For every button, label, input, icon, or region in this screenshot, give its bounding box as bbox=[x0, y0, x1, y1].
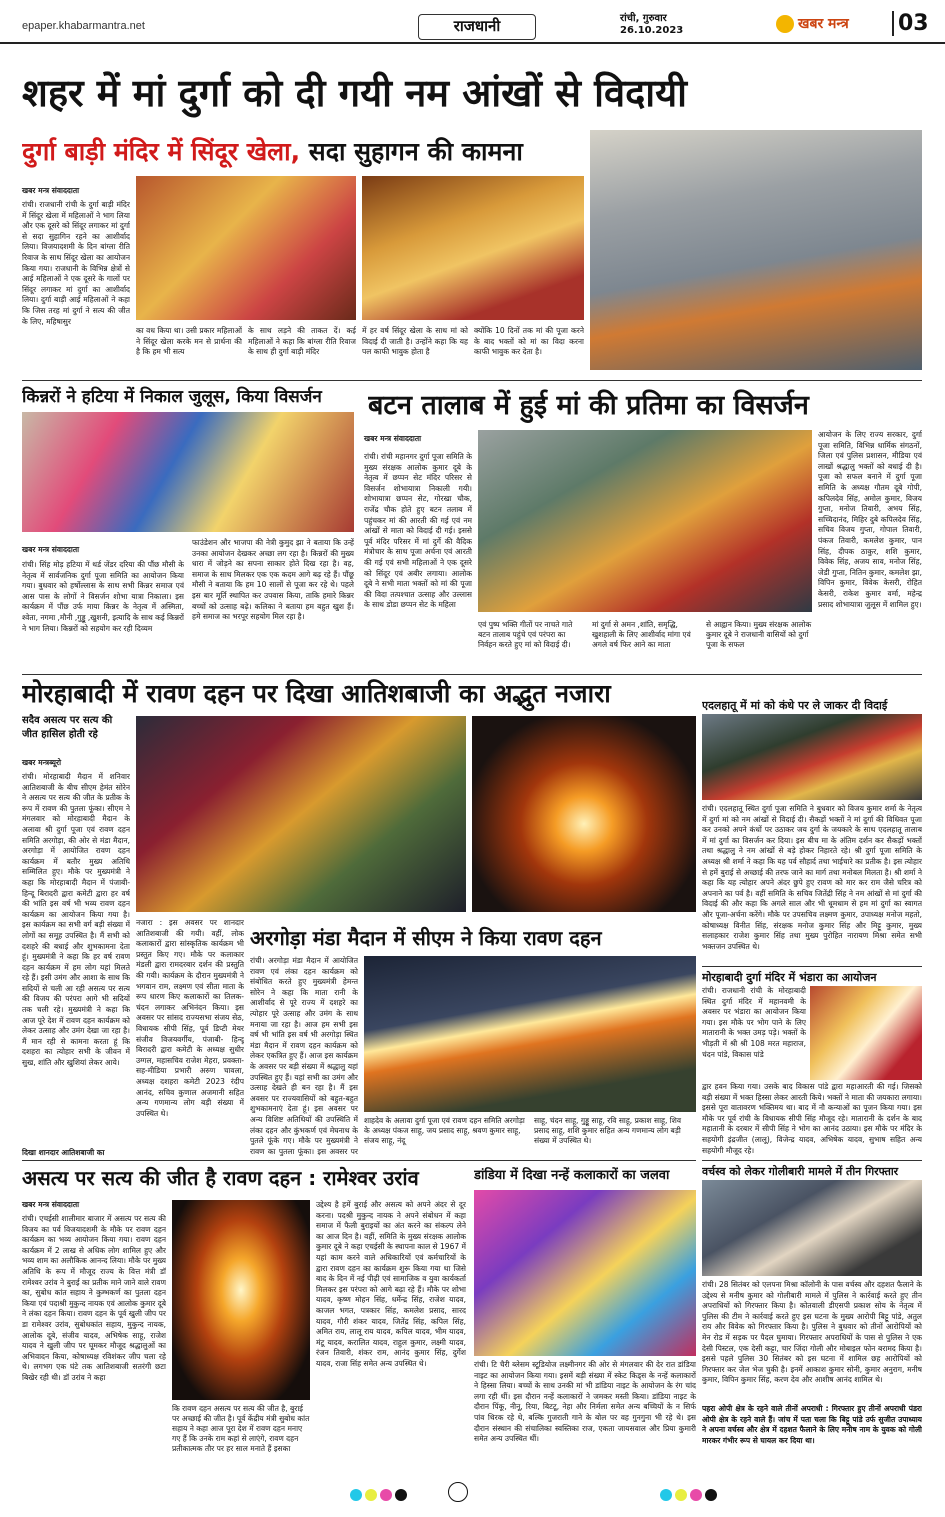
main-col2: का वध किया था। उसी प्रकार महिलाओं ने सिंदूर खेला करके मन से प्रार्थना की है कि हम भी सत्य bbox=[136, 326, 242, 357]
divider bbox=[22, 380, 922, 381]
city-day: रांची, गुरुवार bbox=[620, 13, 667, 24]
color-marks-left bbox=[350, 1486, 410, 1505]
subhead-red: दुर्गा बाड़ी मंदिर में सिंदूर खेला, bbox=[22, 137, 301, 166]
kinnar-byline: खबर मन्त्र संवाददाता bbox=[22, 545, 80, 554]
sindoor-photo-2 bbox=[362, 176, 584, 320]
main-byline: खबर मन्त्र संवाददाता bbox=[22, 186, 80, 195]
argora-headline: अरगोड़ा मंडा मैदान में सीएम ने किया रावण दहन bbox=[250, 926, 602, 950]
batan-headline: बटन तालाब में हुई मां की प्रतिमा का विसर्जन bbox=[368, 390, 809, 421]
asatya-headline: असत्य पर सत्य की जीत है रावण दहन : रामेश्वर उरांव bbox=[22, 1166, 419, 1190]
argora-caption1: शाहदेव के अलावा दुर्गा पूजा एवं रावण दहन समिति अरगोड़ा के अध्यक्ष पंकज साहू, जय प्रसाद साहू, श्रवण कुमार साहू, संजय साहू, नंदू bbox=[364, 1116, 525, 1145]
fireworks-photo bbox=[472, 716, 696, 912]
divider bbox=[702, 966, 922, 967]
issue-date: 26.10.2023 bbox=[620, 25, 684, 36]
argora-photo bbox=[364, 956, 696, 1112]
batan-photo bbox=[478, 430, 812, 612]
kinnar-photo bbox=[22, 412, 354, 532]
batan-body: रांची। रांची महानगर दुर्गा पूजा समिति के मुख्य संरक्षक आलोक कुमार दूबे के नेतृत्व में छप्पन सेट मंदिर परिसर से विसर्जन शोभायात्रा निकाली गयी। शोभायात्रा छप्पन सेट, गोरखा चौक, राजेंद्र चौक होते हुए बटन तलाब में पहुंचकर मां की आरती की गई एवं नम आंखों से माता को विदाई दी गई। इससे पूर्व मंदिर परिसर में मां दुर्गे की वैदिक मंत्रोचार के साथ पूजा अर्चना एवं आरती की गई एवं सभी महिलाओं ने एक दूसरे को सिंदूर एवं अबीर लगाया। आलोक दूबे ने सभी माता भक्तों को मां की पूजा की विदा तत्पश्चात उत्साह और उल्लास के साथ डोडा छप्पन सेट के महिला bbox=[364, 452, 472, 610]
registration-mark-icon bbox=[448, 1482, 468, 1502]
divider bbox=[702, 1160, 922, 1161]
sidebar-head-1: एदलहातू में मां को कंधे पर ले जाकर दी विदाई bbox=[702, 699, 888, 712]
immersion-photo bbox=[590, 130, 922, 370]
asatya-col1: रांची। एचईसी शालीमार बाजार में असत्य पर सत्य की विजय का पर्व विजयादशमी के मौके पर रावण दहन कार्यक्रम का भव्य आयोजन किया गया। रावण दहन कार्यक्रम में 2 लाख से अधिक लोग शामिल हुए और भव्य शाम का अलौकिक आनन्द लिया। मौके पर मुख्य अतिथि के रूप में मौजूद राज्य के वित्त मंत्री डॉ रामेश्वर उरांव ने बुराई का प्रतीक माने जाने वाले रावण का, सुबोध कांत सहाय ने कुम्भकर्ण का पुतला दहन किया एवं पदाश्री मुकुन्द नायक एवं आलोक कुमार दूबे ने लंका दहन किया। रावण दहन के पूर्व खुली जीप पर डा रामेश्वर उरांव, सुबोधकांत सहाय, मुकुन्द नायक, आलोक दूबे, संजीव यादव, अभिषेक साहू, राजेश यादव ने खुली जीप पर घूमकर मौजूद श्रद्धालुओं का अभिवादन किया, कोषाध्यक्ष रविशंकर जीप चला रहे थे। लगभग एक घंटे तक आतिशबाजी सतरंगी छटा बिखेर रही थी। डॉ उरांव ने कहा bbox=[22, 1214, 166, 1382]
main-col3: के साथ लड़ने की ताकत दें। कई महिलाओं ने कहा कि बांग्ला रीति रिवाज के साथ ही दुर्गा बाड़ी मंदिर bbox=[248, 326, 356, 357]
arrest-photo bbox=[702, 1180, 922, 1276]
morhabadi-headline: मोरहाबादी में रावण दहन पर दिखा आतिशबाजी का अद्भुत नजारा bbox=[22, 679, 611, 708]
morhabadi-sidehead: सदैव असत्य पर सत्य की जीत हासिल होती रहे bbox=[22, 715, 113, 740]
ravan-dahan-photo bbox=[172, 1200, 310, 1400]
sidebar-body-2a: रांची। राजधानी रांची के मोरहाबादी स्थित दुर्गा मंदिर में महानवमी के अवसर पर भंडारा का आयोजन किया गया। इस मौके पर भोग पाने के लिए मातारानी के भक्त उमड़ पड़े। भक्तों के भीड़ती में श्री श्री 108 मरत महाराज, चंदन पांडे, विकास पांडे bbox=[702, 986, 806, 1059]
sidebar-body-2b: द्वार हवन किया गया। उसके बाद विकास पांडे द्वारा महाआरती की गई। जिसको बड़ी संख्या में भक्त हिस्सा लेकर आरती किये। भक्तों ने माता की जयकारा लगाया। इससे पूरा वातावरण भक्तिमय था। बाद में नौ कन्याओं का पूजन किया गया। इस मौके पर पूर्व रांची के विधायक सीपी सिंह मौजूद रहे। मातारानी के दर्शन के बाद महातानी के दरबार में सीपी सिंह ने भोग का आनंद उठाया। इस मौके पर मंदिर के सहयोगी इंद्रजीत (लालू), विजेन्द्र यादव, अभिषेक यादव, सुभाष सहित अन्य सहयोगी मौजूद रहे। bbox=[702, 1082, 922, 1155]
footer bbox=[0, 1472, 945, 1517]
batan-right: आयोजन के लिए राज्य सरकार, दुर्गा पूजा समिति, विभिन्न धार्मिक संगठनों, जिला एवं पुलिस प्रशासन, मीडिया एवं लाखों श्रद्धालु भक्तों को बधाई दी है। पूजा को सफल बनाने में दुर्गा पूजा समिति के अध्यक्ष गौतम दूबे गोपी, कपिलदेव सिंह, अमोल कुमार, विजय गुप्ता, मनोज तिवारी, अभय सिंह, सच्चिदानंद, मिहिर दुबे कपिलदेव सिंह, सचिव विजय गुप्ता, गोपाल तिवारी, पंकज तिवारी, कमलेश कुमार, पान सिंह, दीपक ठाकुर, शशि कुमार, विवेक सिंह, अजय साव, मनोज सिंह, जेडी गुप्ता, नितिन कुमार, कमलेश झा, विपिन कुमार, विवेक केसरी, रोहित केसरी, राकेश कुमार वर्मा, महेन्द्र प्रसाद शोभायात्रा जुलूस में शामिल हुए। bbox=[818, 430, 922, 609]
batan-col3: मां दुर्गा से अमन ,शांति, समृद्धि, खुशहाली के लिए आशीर्वाद मांगा एवं अगले वर्ष फिर आने का माता bbox=[592, 620, 691, 649]
divider bbox=[22, 674, 922, 675]
sidebar-body-3: रांची। 28 सितंबर को एलपना मिश्रा कॉलोनी के पास वर्चस्व और दहशत फैलाने के उद्देश्य से मनीष कुमार को गोलीबारी मामले में पुलिस ने कार्रवाई करते हुए तीन अपराधियों को गिरफ्तार किया है। कोतवाली डीएसपी प्रकाश सोय के नेतृत्व में पुलिस की टीम ने कार्रवाई करते हुए इस घटना के मुख्य आरोपी बिट्टू पांडे, अतुल राय और विवेक को गिरफ्तार किया है। पुलिस ने बुधवार को तीनों आरोपियों को मेन रोड में सड़क पर पैदल घुमाया। गिरफ्तार अपराधियों के पास से पुलिस ने एक देसी पिस्टल, एक देसी कट्टा, चार जिंदा गोली और मोबाइल फोन बरामद किया है। इससे पहले पुलिस 30 सितंबर को इस घटना में शामिल छह आरोपियों को गिरफ्तार कर जेल भेज चुकी है। इनमें आकाश कुमार सोनी, कुमार अनुराग, मनीष कुमार, विपिन कुमार सिंह, करण देव और आशीष आनंद शामिल थे। bbox=[702, 1280, 922, 1385]
dandiya-body: रांची। टि चैरी ब्लेसम स्टूडियोज लक्ष्मीनगर की ओर से मंगलवार की देर रात डांडिया नाइट का आयोजन किया गया। इसमें बड़ी संख्या में स्केट किड्स के नन्हें कलाकारों ने हिस्सा लिया। बच्चों के साथ उनकी मां भी डांडिया नाइट के आयोजन के रंग चांद लगा रही थीं। इस दौरान नन्हें कलाकारों ने जमकर मस्ती किया। डांडिया नाइट के दौरान पिंकू, नीनू, रिया, बिटटू, नेहा और निर्मला समेत अन्य बच्चियों के न सिर्फ पांव थिरक रहे थे, बल्कि गुजराती गाने के बोल पर वह गुनगुना भी रहे थे। इस दौरान संस्थान की संचालिका स्वस्तिका राज, एकता जायसवाल और प्रिया कुमारी समेत अन्य उपस्थित थीं। bbox=[474, 1360, 696, 1444]
dandiya-photo bbox=[474, 1190, 696, 1356]
asatya-byline: खबर मन्त्र संवाददाता bbox=[22, 1200, 80, 1209]
cm-tilak-photo bbox=[136, 716, 466, 912]
brand-logo bbox=[776, 14, 849, 33]
sidebar-body-1: रांची। एदलहातू स्थित दुर्गा पूजा समिति ने बुधवार को विजय कुमार शर्मा के नेतृत्व में दुर्गा मां को नम आंखों से विदाई दी। सैकड़ों भक्तों ने मां दुर्गा की विधिवत पूजा कर उनको अपने कंधों पर उठाकर जय दुर्गा के जयकारे के साथ एदलहातू तालाब में मां दुर्गा का विसर्जन कर दिया। इस बीच मा के अंतिम दर्शन कर सैकड़ों भक्तों तथा श्रद्धालु ने नम आंखों से बड़े होकर निहारते रहे। श्री दुर्गा पूजा समिति के अध्यक्ष श्री शर्मा ने कहा कि यह पर्व सौहार्द तथा भाईचारे का प्रतीक है। इस त्योहार से हमें बुराई से अच्छाई की तरफ जाने का मार्ग तथा मनोबल मिलता है। श्री शर्मा ने कहा कि यह त्योहार अपने अंदर छुपे हुए रावण को मार कर राम जैसे चरित्र को अपनाने का पर्व है। वहीं समिति के सचिव जितेंद्री सिंह ने नम आंखों से मां दुर्गा की विदाई की और कहा कि अगले साल और भी धूमधाम से हम मां दुर्गा का स्वागत और पूजा-अर्चना करेंगे। मौके पर उपसचिव लक्ष्मण कुमार, उपाध्यक्ष मनोज महतो, कोषाध्यक्ष विनीत सिंह, संरक्षक मनोज कुमार सिंह और मिट्टू कुमार, मुख्य सलाहकार राजेश कुमार सिंह तथा मुख्य पुरोहित नारायण मिश्रा समेत सभी भक्तजन उपस्थित थे। bbox=[702, 804, 922, 951]
page-number: 03 bbox=[892, 11, 929, 36]
section-label: राजधानी bbox=[418, 14, 536, 40]
dandiya-headline: डांडिया में दिखा नन्हें कलाकारों का जलवा bbox=[474, 1168, 670, 1183]
main-headline: शहर में मां दुर्गा को दी गयी नम आंखों से विदायी bbox=[22, 71, 688, 115]
morhabadi-col1: रांची। मोरहाबादी मैदान में शनिवार आतिशबाजी के बीच सीएम हेमंत सोरेन ने असत्य पर सत्य की जीत के प्रतीक के रूप में रावण की पुतला फूंका। सीएम ने मंगलवार को मोरहाबादी मैदान के अलावा श्री दुर्गा पूजा एवं रावण दहन समिति अरगोड़ा, की ओर से मंडा मैदान, अरगोड़ा में आयोजित रावण दहन कार्यक्रम में बतौर मुख्य अतिथि सम्मिलित हुए। मौके पर मुख्यमंत्री ने कहा कि मोरहाबादी मैदान में पंजाबी- हिन्दू बिरादरी द्वारा कमेटी द्वारा हर वर्ष की भांति इस वर्ष भी भव्य रावण दहन कार्यक्रम का आयोजन किया गया है। इस कार्यक्रम का सभी वर्ग बड़ी संख्या में लोगों का समूह उपस्थित है। मैं सभी को दशहरे की बधाई और शुभकामना देता हूं। मुख्यमंत्री ने कहा कि हर वर्ष रावण दहन कार्यक्रम में हम लोग यहां मिलते रहे हैं। इसी उमंग और आशा के साथ कि सदियों से चली आ रही असत्य पर सत्य की विजय की परंपरा आगे भी सदियों तक चली रहे। मुख्यमंत्री ने कहा कि आज पूरे देश में रावण दहन कार्यक्रम को लेकर उत्साह और उमंग देखा जा रहा है। मैं मान रही से कामना करता हूं कि दशहरा का त्योहार सभी के जीवन में सुख, शांति और खुशियां लेकर आये। bbox=[22, 772, 130, 1068]
sidebar-head-3: वर्चस्व को लेकर गोलीबारी मामले में तीन गिरफ्तार bbox=[702, 1165, 899, 1178]
edalhatu-photo bbox=[702, 714, 922, 800]
morhabadi-col1-end: दिखा शानदार आतिशबाजी का bbox=[22, 1148, 105, 1157]
dateline bbox=[620, 13, 683, 37]
batan-caption: एवं पुष्प भक्ति गीतों पर नाचते गाते बटन तालाब पहुंचे एवं परंपरा का निर्वहन करते हुए मां को विदाई दी। bbox=[478, 620, 573, 649]
bhandara-photo bbox=[810, 986, 922, 1080]
argora-body: रांची। अरगोड़ा मंडा मैदान में आयोजित रावण एवं लंका दहन कार्यक्रम को संबोधित करते हुए मुख्यमंत्री हेमन्त सोरेन ने कहा कि माता रानी के आशीर्वाद से पूरे राज्य में दशहरे का त्योहार पूरे उत्साह और उमंग के साथ मनाया जा रहा है। आज हम सभी इस वर्ष भी भांति इस वर्ष भी अरगोड़ा स्थित मंडा मैदान में रावण दहन कार्यक्रम को लेकर एकत्रित हुए हैं। आज इस कार्यक्रम के अवसर पर बड़ी संख्या में श्रद्धालु यहां उपस्थित हुए हैं। यहां सभी का उमंग और उत्साह देखते ही बन रहा है। मैं इस अवसर पर राज्यवासियों को बहुत-बहुत शुभकामनाएं देता हूं। इस अवसर पर अन्य विशिष्ट अतिथियों की उपस्थिति में लंका दहन और कुंभकर्ण एवं मेघनाथ के पुतले फूंके गए। मौके पर मुख्यमंत्री ने रावण का पुतला फूंका। इस अवसर पर bbox=[250, 956, 358, 1156]
batan-col4: से आह्वान किया। मुख्य संरक्षक आलोक कुमार दूबे ने राजधानी वासियों को दुर्गा पूजा के सफल bbox=[706, 620, 812, 649]
kinnar-col2: फाउंडेशन और भाजपा की नेत्री कुमुद झा ने बताया कि उन्हें उनका आयोजन देखकर अच्छा लग रहा है। किन्नरों की मुख्य धारा में जोड़ने का सपना साकार होते दिख रहा है। वह, समाज के साथ मिलकर एक एक कदम आगे बढ़ रहे हैं। पौंछू मौसी ने बताया कि हम 10 सालों से पूजा कर रहे थे। पहले इस बार मूर्ति स्थापित कर उपवास किया, ताकि हमारे किन्नर बच्चों को उत्साह बढ़े। कलिका ने बताया हम बहुत खुश हैं। हमे समाज का भरपूर सहयोग मिल रहा है। bbox=[192, 538, 354, 622]
divider bbox=[22, 1160, 696, 1161]
main-body: रांची। राजधानी रांची के दुर्गा बाड़ी मंदिर में सिंदूर खेला में महिलाओं ने भाग लिया और एक दूसरे को सिंदूर लगाकर मां दुर्गा से सदा सुहागिन रहने का आशीर्वाद लिया। विजयादशमी के दिन बांग्ला रीति रिवाज के साथ सिंदूर खेला का आयोजन किया गया। राजधानी के विभिन्न क्षेत्रों से आई महिलाओं ने एक दूसरे के गालों पर सिंदूर लगाकर मां दुर्गा का आशीर्वाद लिया। दुर्गा बाड़ी आई महिलाओं ने कहा कि जिस तरह मां दुर्गा ने सत्य की जीत के लिए, महिषासुर bbox=[22, 200, 130, 326]
logo-icon bbox=[776, 15, 794, 33]
main-col5: क्योंकि 10 दिनों तक मां की पूजा करने के बाद भक्तों को मां का विदा करना काफी भावुक कर देता है। bbox=[474, 326, 584, 357]
kinnar-headline: किन्नरों ने हटिया में निकाल जुलूस, किया विसर्जन bbox=[22, 387, 322, 407]
morhabadi-col2: नजारा : इस अवसर पर शानदार आतिशबाजी की गयी। वहीं, लोक कलाकारों द्वारा सांस्कृतिक कार्यक्रम भी प्रस्तुत किए गए। मौके पर कलाकार मंडली द्वारा रामदरबार दर्शन की प्रस्तुति की गयी। कार्यक्रम के दौरान मुख्यमंत्री ने भगवान राम, लक्ष्मण एवं सीता माता के रूप धारण किए कलाकारों का तिलक- चंदन लगाकर अभिनंदन किया। इस अवसर पर सांसद राज्यसभा संजय सेठ, विधायक सीपी सिंह, पूर्व डिप्टी मेयर संजीव विजयवर्गीय, पंजाबी- हिन्दू बिरादरी द्वारा कमेटी के अध्यक्ष सुधीर उग्गल, महासचिव राजेश मेहरा, प्रवक्ता-सह-मीडिया प्रभारी अरुण चावला, अध्यक्ष दशहरा कमेटी 2023 रंदीप आनंद, सचिव कुणाल अजमानी सहित अन्य गणमान्य लोग बड़ी संख्या में उपस्थित थे। bbox=[136, 918, 244, 1118]
subhead-black: सदा सुहागन की कामना bbox=[308, 137, 523, 166]
asatya-col3: उद्देश्य है हमें बुराई और असत्य को अपने अंदर से दूर करना। पदश्री मुकुन्द नायक ने अपने संबोधन में कहा समाज में फैली बुराइयों का अंत करने का संकल्प लेने का आज दिन है। वहीं, समिति के मुख्य संरक्षक आलोक कुमार दूबे ने कहा एचईसी के स्थापना काल से 1967 में यहां काम करने वाले अधिकारियों एवं कर्मचारियों के द्वारा रावण दहन का कार्यक्रम शुरू किया गया था जिसे बाद के दिन में नई पीढ़ी एवं सामाजिक व युवा कार्यकर्ता मिलकर इस परंपरा को आगे बढ़ा रहे हैं। मौके पर शोभा यादव, कृष्ण मोहन सिंह, धर्मेन्द्र सिंह, राजेश यादव, काजल भगत, पत्रकार सिंह, कमलेश प्रसाद, सारद यादव, गौरी शंकर यादव, जितेंद्र सिंह, कपिल सिंह, अमित राय, लालू राय यादव, कपिल यादव, भीम यादव, मंटू यादव, करालित यादव, राहुल कुमार, लक्ष्मी यादव, रंजन तिवारी, शंकर राम, आनंद कुमार सिंह, दुर्गेश यादव, राजा सिंह समेत अन्य उपस्थित थे। bbox=[316, 1200, 466, 1368]
kinnar-col1: रांची। सिंह मोड़ हटिया में थर्ड जेंडर दरिया की पौंछ मौसी के नेतृत्व में सार्वजनिक दुर्गा पूजा समिति का आयोजन किया गया। बुधवार को हर्षोल्लास के साथ सभी किन्नर समाज एवं आस पास के लोगों ने विसर्जन शोभा यात्रा निकाला। इस कार्यक्रम में पौंछ उर्फ माया किन्नर के नेतृत्व में अस्मिता, श्वेता, नगमा ,मौनी ,गुड्डू ,खुशनी, इत्यादि के साथ कई किन्नरों ने भाग लिया। किन्नरों को सहयोग कर रही दिव्यम bbox=[22, 560, 184, 633]
argora-caption2: साहू, चंदन साहू, गुड्डू साहू, रवि साहू, प्रकाश साहू, शिव प्रसाद साहू, शशि कुमार सहित अन्य गणमान्य लोग बड़ी संख्या में उपस्थित थे। bbox=[534, 1116, 682, 1145]
main-subheadline bbox=[22, 134, 592, 170]
sidebar-body-3-end: पहरा ओपी क्षेत्र के रहने वाले तीनों अपराधी : गिरफ्तार हुए तीनों अपराधी पंडरा ओपी क्षेत्र के रहने वाले हैं। जांच में पता चला कि बिट्टू पांडे उर्फ सुजीत उपाध्याय ने अपना वर्चस्व और क्षेत्र में दहशत फैलाने के लिए मनीष नाम के युवक को गोली मारकर गंभीर रूप से घायल कर दिया था। bbox=[702, 1404, 922, 1445]
epaper-url[interactable]: epaper.khabarmantra.net bbox=[22, 20, 145, 32]
sidebar-head-2: मोरहाबादी दुर्गा मंदिर में भंडारा का आयोजन bbox=[702, 971, 877, 984]
main-col4: में हर वर्ष सिंदूर खेला के साथ मां को विदाई दी जाती है। उन्होंने कहा कि यह पल काफी भावुक होता है bbox=[362, 326, 468, 357]
asatya-caption: कि रावण दहन असत्य पर सत्य की जीत है, बुराई पर अच्छाई की जीत है। पूर्व केंद्रीय मंत्री सुबोध कांत सहाय ने कहा आज पूरा देश में रावण दहन मनाए गए हैं कि उनके राम कहां से लाएंगे, रावण दहन प्रतीकात्मक तौर पर हर साल मनाते हैं इसका bbox=[172, 1404, 310, 1453]
batan-byline: खबर मन्त्र संवाददाता bbox=[364, 434, 422, 443]
sindoor-photo-1 bbox=[136, 176, 356, 320]
color-marks-right bbox=[660, 1486, 720, 1505]
morhabadi-byline: खबर मन्त्रब्यूरो bbox=[22, 758, 62, 767]
logo-text: खबर मन्त्र bbox=[798, 16, 849, 32]
